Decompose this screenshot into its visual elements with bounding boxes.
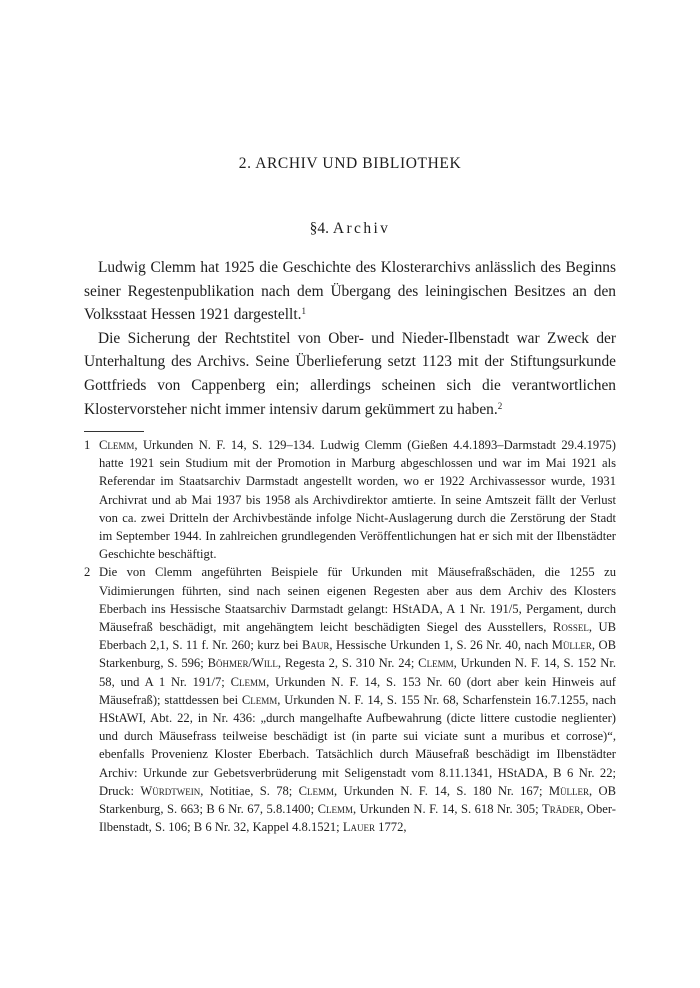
footnote-text-part: , Urkunden N. F. 14, S. 180 Nr. 167; — [334, 783, 549, 798]
footnote-number: 1 — [84, 438, 91, 452]
footnote-text-part: , Notitiae, S. 78; — [200, 783, 299, 798]
author-name: Rossel — [552, 620, 589, 635]
footnote-ref: 1 — [301, 306, 306, 317]
footnote-text-part: , Urkunden N. F. 14, S. 155 Nr. 68, Scharfenstein 16.7.1255, nach HStAWI, Abt. 22, in Nr. 436: „durch mangelhafte Aufbewahrung (dicte littere custodie neglienter) und durch Mäusefrass teilweise beschädigt ist (in parte sui viciate sunt a muribus et corrose)“, ebenfalls Provenienz Kloster Eberbach. Tatsächlich durch Mäusefraß beschädigt im Ilbenstädter Archiv: Urkunde zur Gebetsverbrüderung mit Seligenstadt vom 8.11.1341, HStADA, B 6 Nr. 22; Druck: — [99, 692, 617, 798]
section-heading — [0, 220, 700, 238]
section-title: Archiv — [332, 220, 391, 237]
author-name: Clemm — [298, 783, 335, 798]
footnote-text-part: , OB Starkenburg, S. 596; — [99, 638, 616, 671]
main-text — [84, 256, 616, 421]
footnote-text-part: , Hessische Urkunden 1, S. 26 Nr. 40, nach — [329, 638, 552, 653]
footnote — [84, 563, 616, 836]
author-name: Clemm — [317, 802, 353, 817]
footnote-text-part: , Urkunden N. F. 14, S. 152 Nr. 58, und A 1 Nr. 191/7; — [99, 656, 616, 689]
author-name: Clemm — [99, 438, 135, 452]
footnote-text-part: , Urkunden N. F. 14, S. 618 Nr. 305; — [352, 802, 543, 817]
footnote-text — [99, 565, 616, 834]
author-name: Müller — [548, 783, 590, 798]
footnote — [84, 436, 616, 563]
author-name: Baur — [301, 638, 330, 653]
footnote-text-part: Die von Clemm angeführten Beispiele für Urkunden mit Mäusefraßschäden, die 1255 zu Vidimierungen führten, sind nach seinen eigenen Regesten aber aus dem Archiv des Klosters Eberbach ins Hessische Staatsarchiv Darmstadt gelangt: HStADA, A 1 Nr. 191/5, Pergament, durch Mäusefraß beschädigt, mit angehängtem leicht beschädigten Siegel des Ausstellers, — [99, 565, 616, 635]
paragraph: Ludwig Clemm hat 1925 die Geschichte des Klosterarchivs anlässlich des Beginns seiner Regestenpublikation nach dem Übergang des leiningischen Besitzes an den Volksstaat Hessen 1921 dargestellt.$^1$ — [84, 259, 616, 324]
footnote-text-part: , UB Eberbach 2,1, S. 11 f. Nr. 260; kurz bei — [99, 620, 616, 653]
author-name: Lauer — [342, 820, 376, 835]
author-name: Träder — [542, 802, 581, 817]
author-name: Clemm — [418, 656, 454, 671]
footnote-text-part: , Ober-Ilbenstadt, S. 106; B 6 Nr. 32, Kappel 4.8.1521; — [99, 802, 616, 835]
footnote-number: 2 — [84, 565, 91, 580]
paragraph: Die Sicherung der Rechtstitel von Ober- und Nieder-Ilbenstadt war Zweck der Unterhaltung des Archivs. Seine Überlieferung setzt 1123 mit der Stiftungsurkunde Gottfrieds von Cappenberg ein; allerdings scheinen sich die verantwortlichen Klostervorsteher nicht immer intensiv darum gekümmert zu haben.$^2$ — [84, 329, 616, 418]
author-name: Würdtwein — [140, 783, 201, 798]
section-number: §4. — [309, 220, 330, 237]
author-name: Clemm — [241, 692, 278, 707]
footnote-text-part: , Urkunden N. F. 14, S. 153 Nr. 60 (dort aber kein Hinweis auf Mäusefraß); stattdessen bei — [99, 674, 616, 707]
footnote-text: , Urkunden N. F. 14, S. 129–134. Ludwig Clemm (Gießen 4.4.1893–Darmstadt 29.4.1975) hatte 1921 sein Studium mit der Promotion in Marburg abgeschlossen und war im Mai 1921 als Referendar im Staatsarchiv Darmstadt angestellt worden, wo er 1922 Archivassessor wurde, 1931 Archivrat und ab Mai 1937 bis 1958 als Archivdirektor amtierte. In seine Amtszeit fällt der Verlust von ca. zwei Dritteln der Archivbestände infolge Nicht-Auslagerung durch die Zerstörung der Stadt im September 1944. In zahlreichen grundlegenden Veröffentlichungen hat er sich mit der Ilbenstädter Geschichte beschäftigt. — [99, 438, 616, 562]
footnote-text-part: 1772, — [375, 820, 407, 835]
author-name: Böhmer/Will — [207, 656, 278, 671]
footnote-ref: 2 — [497, 400, 503, 411]
footnote-text-part: , Regesta 2, S. 310 Nr. 24; — [277, 656, 419, 671]
author-name: Müller — [551, 638, 592, 653]
chapter-heading: 2. ARCHIV UND BIBLIOTHEK — [238, 155, 462, 172]
footnotes — [84, 436, 616, 836]
footnote-text-part: , OB Starkenburg, S. 663; B 6 Nr. 67, 5.8.1400; — [99, 783, 617, 817]
author-name: Clemm — [230, 674, 267, 689]
footnote-separator — [84, 431, 144, 432]
